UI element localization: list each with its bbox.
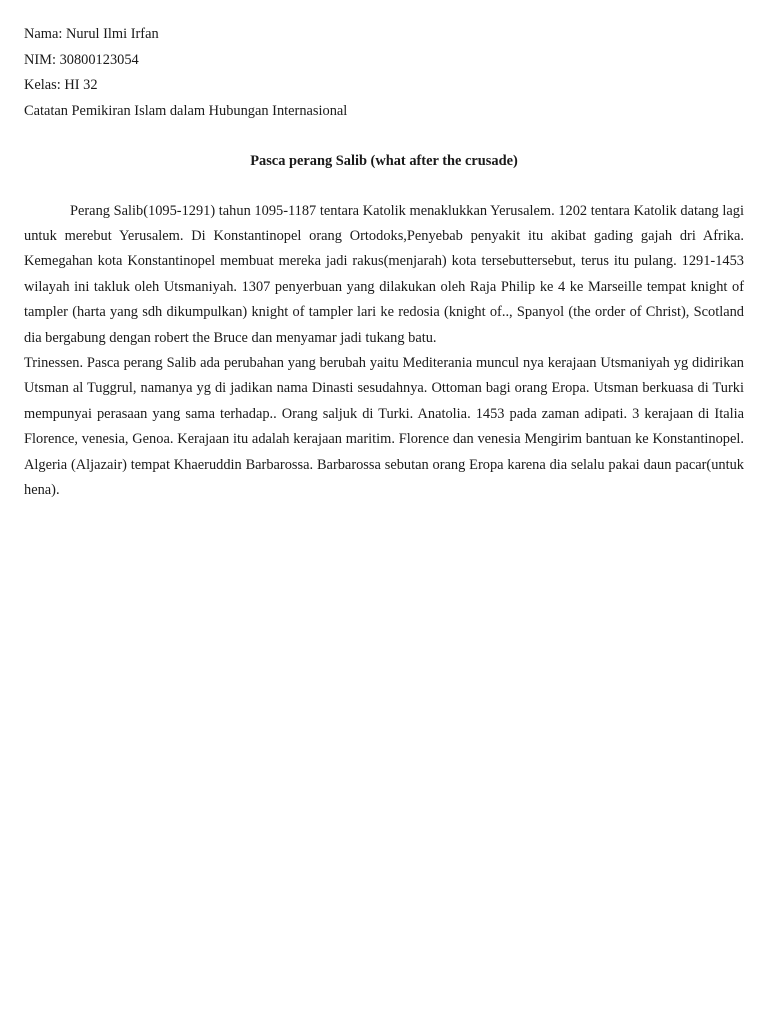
student-class: Kelas: HI 32	[24, 77, 98, 93]
student-nim: NIM: 30800123054	[24, 51, 139, 68]
document-title: Pasca perang Salib (what after the crusade)	[250, 153, 518, 169]
student-name: Nama: Nurul Ilmi Irfan	[24, 26, 159, 42]
body-paragraph: Perang Salib(1095-1291) tahun 1095-1187 tentara Katolik menaklukkan Yerusalem. 1202 tentara Katolik datang lagi untuk merebut Yerusalem. Di Konstantinopel orang Ortodoks,Penyebab penyakit itu akibat gading gajah dri Afrika. Kemegahan kota Konstantinopel membuat mereka jadi rakus(menjarah) kota tersebuttersebut, terus itu pulang. 1291-1453 wilayah ini takluk oleh Utsmaniyah. 1307 penyerbuan yang dilakukan oleh Raja Philip ke 4 ke Marseille tempat knight of tampler (harta yang sdh dikumpulkan) knight of tampler lari ke redosia (knight of.., Spanyol (the order of Christ), Scotland dia bergabung dengan robert the Bruce dan menyamar jadi tukang batu.	[24, 202, 744, 346]
body-paragraph: Trinessen. Pasca perang Salib ada perubahan yang berubah yaitu Mediterania muncul nya kerajaan Utsmaniyah yg didirikan Utsman al Tuggrul, namanya yg di jadikan nama Dinasti sesudahnya. Ottoman bagi orang Eropa. Utsman berkuasa di Turki mempunyai perasaan yang sama terhadap.. Orang saljuk di Turki. Anatolia. 1453 pada zaman adipati. 3 kerajaan di Italia Florence, venesia, Genoa. Kerajaan itu adalah kerajaan maritim. Florence dan venesia Mengirim bantuan ke Konstantinopel. Algeria (Aljazair) tempat Khaeruddin Barbarossa. Barbarossa sebutan orang Eropa karena dia selalu pakai daun pacar(untuk hena).	[24, 354, 744, 498]
document-page	[24, 22, 744, 503]
course-subject: Catatan Pemikiran Islam dalam Hubungan Internasional	[24, 102, 348, 119]
